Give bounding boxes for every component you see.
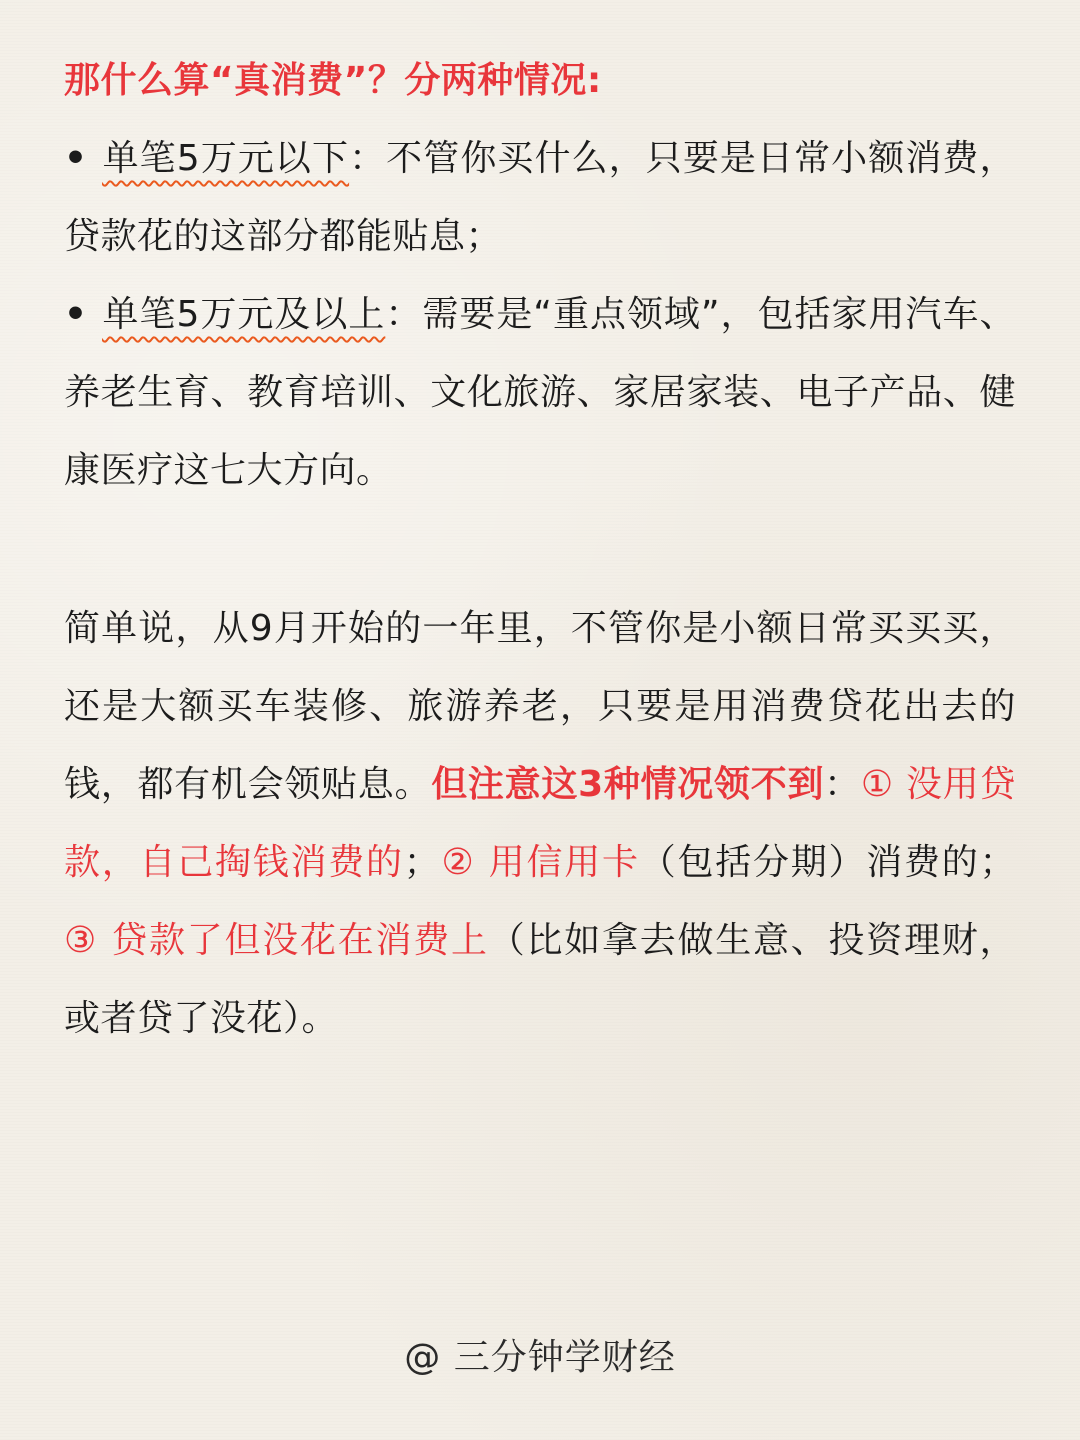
exclusion-case-3-note: （比如拿去做生意、投资理财，或者贷了没花）。	[64, 920, 1016, 1039]
summary-text: 简单说，从9月开始的一年里，不管你是小额日常买买买，还是大额买车装修、旅游养老，只要是用消费贷花出去的钱，都有机会领贴息。	[64, 608, 1016, 805]
section-heading: 那什么算“真消费”？分两种情况:	[64, 60, 602, 101]
exclusion-case-2: ② 用信用卡	[440, 842, 640, 883]
exclusion-case-1: ① 没用贷款，自己掏钱消费的	[64, 764, 1016, 883]
bullet-label-over-50k: 单笔5万元及以上	[102, 294, 386, 335]
exclusion-separator: ；	[403, 842, 441, 883]
bullet-label-under-50k: 单笔5万元以下	[102, 138, 350, 179]
warning-text: 但注意这3种情况领不到	[431, 764, 825, 805]
bullet-text-over-50k: ：需要是“重点领域”，包括家用汽车、养老生育、教育培训、文化旅游、家居家装、电子产品、健康医疗这七大方向。	[64, 294, 1017, 491]
bullet-dot-icon: •	[64, 138, 88, 179]
bullet-item-over-50k	[64, 276, 1016, 510]
bullet-dot-icon: •	[64, 294, 88, 335]
paragraph-spacer	[64, 510, 1016, 590]
bullet-text-under-50k: ：不管你买什么，只要是日常小额消费，贷款花的这部分都能贴息；	[64, 138, 1016, 257]
exclusion-case-2-note: （包括分期）消费的；	[639, 842, 1016, 883]
warning-colon: ：	[824, 764, 861, 805]
exclusion-case-3: ③ 贷款了但没花在消费上	[64, 920, 489, 961]
summary-paragraph	[64, 590, 1016, 1058]
author-signature: @ 三分钟学财经	[404, 1337, 676, 1378]
bullet-item-under-50k	[64, 120, 1016, 276]
article-body	[64, 42, 1016, 1058]
